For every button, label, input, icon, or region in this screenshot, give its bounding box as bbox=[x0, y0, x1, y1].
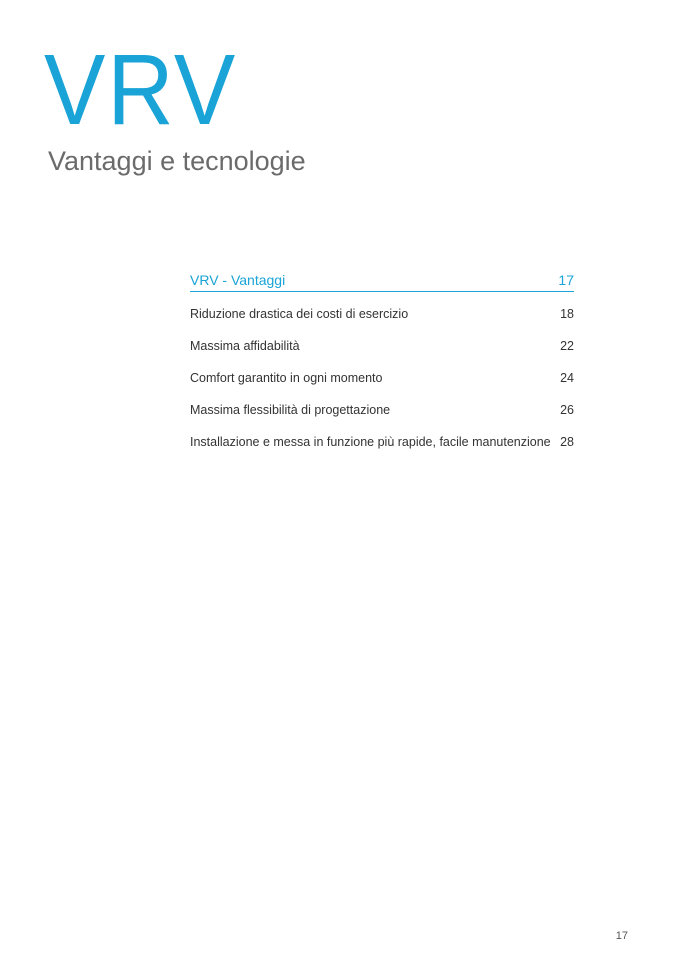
page-number: 17 bbox=[615, 930, 628, 942]
toc-item-label: Riduzione drastica dei costi di esercizio bbox=[190, 307, 409, 321]
toc-section-label: VRV - Vantaggi bbox=[190, 272, 286, 288]
toc-list bbox=[190, 298, 574, 458]
toc-item-label: Installazione e messa in funzione più rapide, facile manutenzione bbox=[190, 435, 551, 449]
toc-item-page: 24 bbox=[560, 371, 574, 385]
toc-item[interactable] bbox=[190, 330, 574, 362]
toc-item-page: 28 bbox=[560, 435, 574, 449]
page-title: VRV bbox=[44, 34, 238, 146]
toc-item[interactable] bbox=[190, 394, 574, 426]
toc-section-header[interactable] bbox=[190, 271, 574, 292]
toc-section-page: 17 bbox=[558, 272, 574, 288]
toc-item-label: Massima affidabilità bbox=[190, 339, 300, 353]
toc-item[interactable] bbox=[190, 298, 574, 330]
table-of-contents bbox=[190, 271, 574, 458]
toc-item-page: 26 bbox=[560, 403, 574, 417]
toc-item-page: 18 bbox=[560, 307, 574, 321]
toc-item-page: 22 bbox=[560, 339, 574, 353]
toc-item[interactable] bbox=[190, 362, 574, 394]
toc-item[interactable] bbox=[190, 426, 574, 458]
toc-item-label: Massima flessibilità di progettazione bbox=[190, 403, 391, 417]
page-subtitle: Vantaggi e tecnologie bbox=[48, 146, 306, 176]
toc-item-label: Comfort garantito in ogni momento bbox=[190, 371, 383, 385]
